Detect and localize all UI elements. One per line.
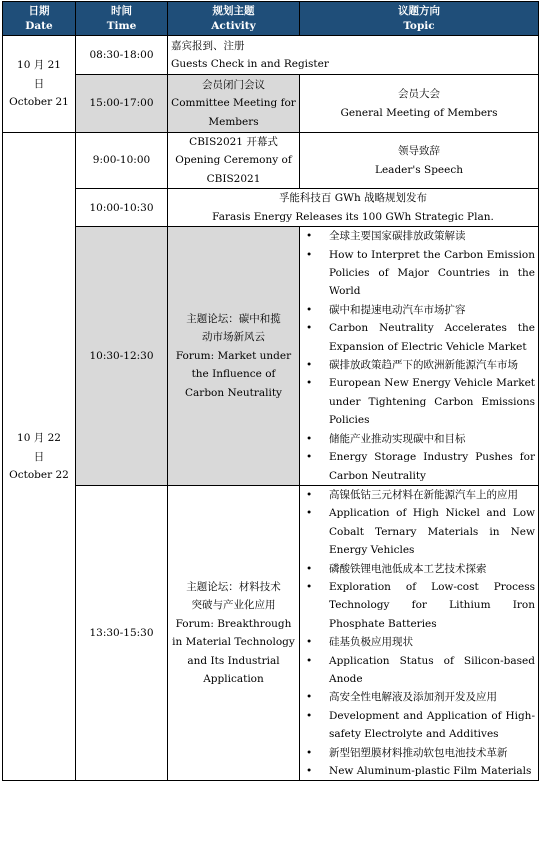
topic-text: 高安全性电解液及添加剂开发及应用	[329, 691, 497, 704]
bullet-icon: •	[306, 359, 313, 372]
topic-list-cell	[300, 227, 539, 486]
bullet-icon: •	[306, 691, 313, 704]
topic-item	[303, 744, 535, 762]
bullet-icon: •	[306, 765, 313, 777]
topic-text: 高镍低钴三元材料在新能源汽车上的应用	[329, 488, 518, 501]
topic-list	[303, 227, 535, 485]
activity-cell: 主题论坛：材料技术 突破与产业化应用 Forum: Breakthrough in Material Technology and Its Industrial Application	[168, 485, 300, 781]
header-row	[3, 2, 539, 36]
time-header: 时间 Time	[76, 2, 168, 36]
topic-list	[303, 486, 535, 781]
bullet-icon: •	[306, 377, 313, 390]
topic-text: New Aluminum-plastic Film Materials	[329, 765, 532, 777]
topic-text: Application Status of Silicon-based Anode	[329, 654, 535, 685]
topic-item	[303, 652, 535, 689]
topic-list-cell	[300, 485, 539, 781]
topic-text: 磷酸铁锂电池低成本工艺技术探索	[329, 562, 487, 575]
topic-item	[303, 227, 535, 245]
bullet-icon: •	[306, 322, 313, 335]
bullet-icon: •	[306, 230, 313, 243]
topic-cell: 领导致辞 Leader's Speech	[300, 133, 539, 189]
table-row	[3, 36, 539, 75]
topic-item	[303, 486, 535, 504]
topic-text: European New Energy Vehicle Market under Tightening Carbon Emissions Policies	[329, 377, 535, 427]
time-cell: 9:00-10:00	[76, 133, 168, 189]
topic-item	[303, 319, 535, 356]
topic-item	[303, 301, 535, 319]
bullet-icon: •	[306, 507, 313, 520]
topic-text: Development and Application of High-safety Electrolyte and Additives	[329, 709, 535, 741]
topic-item	[303, 246, 535, 301]
topic-item	[303, 578, 535, 633]
date-header: 日期 Date	[3, 2, 76, 36]
topic-text: 新型铝塑膜材料推动软包电池技术革新	[329, 746, 508, 759]
table-row	[3, 189, 539, 227]
bullet-icon: •	[306, 562, 313, 575]
activity-cell: 会员闭门会议 Committee Meeting for Members	[168, 75, 300, 133]
topic-item	[303, 560, 535, 578]
bullet-icon: •	[306, 709, 313, 722]
bullet-icon: •	[306, 636, 313, 649]
topic-item	[303, 707, 535, 744]
table-row	[3, 75, 539, 133]
topic-item	[303, 448, 535, 485]
topic-item	[303, 430, 535, 448]
topic-text: How to Interpret the Carbon Emission Policies of Major Countries in the World	[329, 248, 535, 298]
agenda-table	[2, 1, 539, 781]
merged-activity-cell: 孚能科技百 GWh 战略规划发布 Farasis Energy Releases its 100 GWh Strategic Plan.	[168, 189, 539, 227]
topic-item	[303, 374, 535, 429]
bullet-icon: •	[306, 303, 313, 316]
time-cell: 08:30-18:00	[76, 36, 168, 75]
bullet-icon: •	[306, 248, 313, 261]
time-cell: 10:00-10:30	[76, 189, 168, 227]
bullet-icon: •	[306, 654, 313, 667]
bullet-icon: •	[306, 746, 313, 759]
topic-text: Exploration of Low-cost Process Technology for Lithium Iron Phosphate Batteries	[329, 580, 535, 630]
activity-header: 规划主题 Activity	[168, 2, 300, 36]
topic-text: 碳排放政策趋严下的欧洲新能源汽车市场	[329, 359, 518, 372]
bullet-icon: •	[306, 580, 313, 593]
topic-item	[303, 633, 535, 651]
time-cell: 10:30-12:30	[76, 227, 168, 486]
topic-item	[303, 688, 535, 706]
topic-text: Carbon Neutrality Accelerates the Expansion of Electric Vehicle Market	[329, 322, 535, 353]
topic-text: 储能产业推动实现碳中和目标	[329, 432, 466, 445]
topic-header: 议题方向 Topic	[300, 2, 539, 36]
merged-activity-cell: 嘉宾报到、注册 Guests Check in and Register	[168, 36, 539, 75]
topic-text: 硅基负极应用现状	[329, 636, 413, 649]
topic-item	[303, 762, 535, 780]
topic-text: 全球主要国家碳排放政策解读	[329, 230, 466, 243]
bullet-icon: •	[306, 432, 313, 445]
date-cell-oct22: 10 月 22 日 October 22	[3, 133, 76, 781]
table-row	[3, 133, 539, 189]
activity-cell: CBIS2021 开幕式 Opening Ceremony of CBIS2021	[168, 133, 300, 189]
topic-cell: 会员大会 General Meeting of Members	[300, 75, 539, 133]
bullet-icon: •	[306, 451, 313, 464]
topic-text: 碳中和提速电动汽车市场扩容	[329, 303, 466, 316]
topic-text: Energy Storage Industry Pushes for Carbon Neutrality	[329, 451, 535, 482]
table-row	[3, 485, 539, 781]
activity-cell: 主题论坛：碳中和揽 动市场新风云 Forum: Market under the Influence of Carbon Neutrality	[168, 227, 300, 486]
time-cell: 15:00-17:00	[76, 75, 168, 133]
topic-item	[303, 356, 535, 374]
topic-item	[303, 504, 535, 559]
date-cell-oct21: 10 月 21 日 October 21	[3, 36, 76, 133]
time-cell: 13:30-15:30	[76, 485, 168, 781]
bullet-icon: •	[306, 488, 313, 501]
topic-text: Application of High Nickel and Low Cobalt Ternary Materials in New Energy Vehicles	[329, 507, 535, 557]
table-row	[3, 227, 539, 486]
